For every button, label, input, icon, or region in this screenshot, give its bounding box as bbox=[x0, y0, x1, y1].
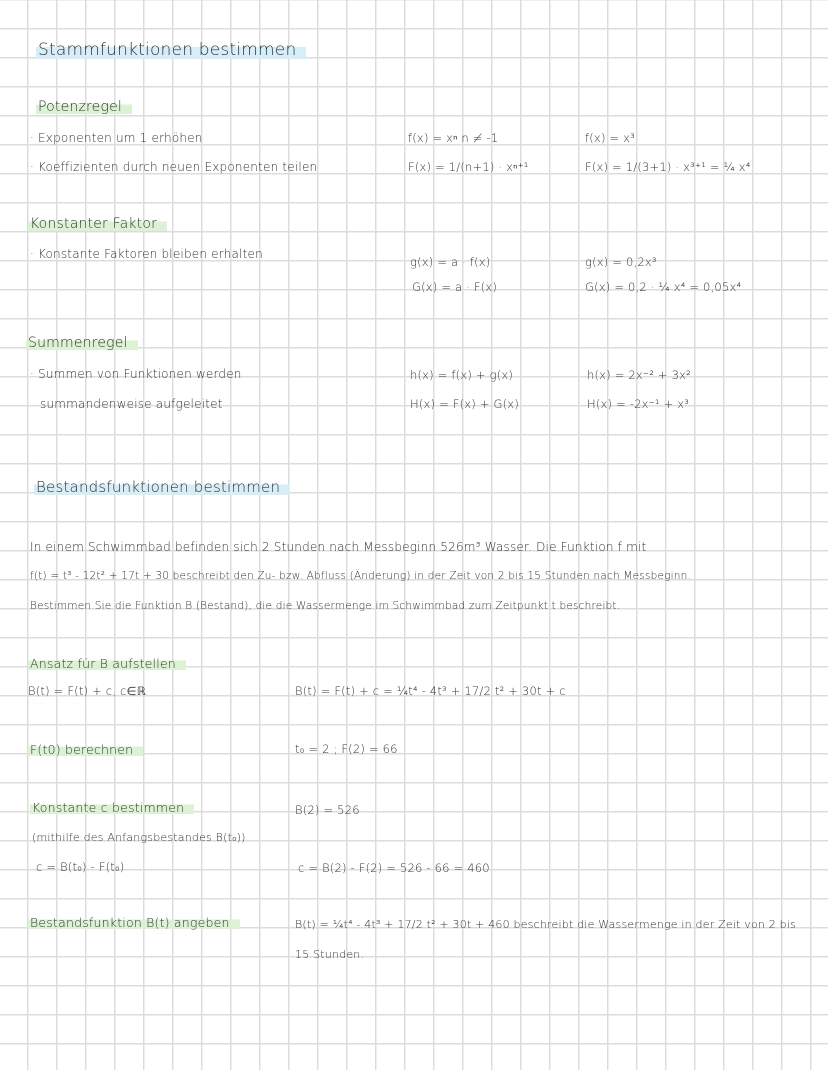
task-line: Bestimmen Sie die Funktion B (Bestand), die die Wassermenge im Schwimmbad zum Zeitpunkt t beschreibt. bbox=[30, 600, 621, 612]
step-heading: Bestandsfunktion B(t) angeben bbox=[28, 915, 240, 930]
formula: h(x) = 2x⁻² + 3x² bbox=[587, 368, 691, 382]
task-line: f(t) = t³ - 12t² + 17t + 30 beschreibt den Zu- bzw. Abfluss (Änderung) in der Zeit von 2 bis 15 Stunden nach Messbeginn. bbox=[30, 570, 692, 582]
formula: H(x) = F(x) + G(x) bbox=[410, 397, 520, 411]
formula: H(x) = -2x⁻¹ + x³ bbox=[587, 397, 690, 411]
formula: G(x) = 0,2 · ¼ x⁴ = 0,05x⁴ bbox=[585, 280, 742, 294]
formula: g(x) = a · f(x) bbox=[410, 255, 491, 269]
heading-summenregel: Summenregel bbox=[26, 335, 138, 351]
section-title: Stammfunktionen bestimmen bbox=[36, 40, 306, 60]
formula: B(2) = 526 bbox=[295, 803, 360, 817]
note: (mithilfe des Anfangsbestandes B(t₀)) bbox=[32, 831, 246, 844]
formula: t₀ = 2 ; F(2) = 66 bbox=[295, 742, 398, 756]
formula: c = B(t₀) - F(t₀) bbox=[36, 860, 125, 874]
bullet: · Exponenten um 1 erhöhen bbox=[30, 131, 203, 145]
formula: f(x) = xⁿ n ≠ -1 bbox=[408, 131, 499, 145]
formula: B(t) = ¼t⁴ - 4t³ + 17/2 t² + 30t + 460 beschreibt die Wassermenge in der Zeit von 2 bis bbox=[295, 918, 797, 931]
formula: G(x) = a · F(x) bbox=[412, 280, 498, 294]
formula: h(x) = f(x) + g(x) bbox=[410, 368, 514, 382]
formula: B(t) = F(t) + c = ¼t⁴ - 4t³ + 17/2 t² + 30t + c bbox=[295, 684, 566, 698]
formula: g(x) = 0,2x³ bbox=[585, 255, 657, 269]
formula: F(x) = 1/(n+1) · xⁿ⁺¹ bbox=[408, 160, 529, 174]
bullet: summandenweise aufgeleitet bbox=[40, 397, 223, 411]
step-heading: Konstante c bestimmen bbox=[30, 800, 194, 815]
formula: c = B(2) - F(2) = 526 - 66 = 460 bbox=[298, 861, 490, 875]
step-heading: F(t0) berechnen bbox=[28, 742, 143, 757]
section-title: Bestandsfunktionen bestimmen bbox=[34, 478, 290, 496]
bullet: · Summen von Funktionen werden bbox=[30, 367, 242, 381]
heading-konstanter-faktor: Konstanter Faktor bbox=[28, 216, 167, 232]
formula: B(t) = F(t) + c, c∈ℝ bbox=[28, 684, 147, 698]
formula: f(x) = x³ bbox=[585, 131, 635, 145]
heading-potenzregel: Potenzregel bbox=[36, 99, 132, 115]
step-heading: Ansatz für B aufstellen bbox=[28, 656, 186, 671]
bullet: · Koeffizienten durch neuen Exponenten teilen bbox=[30, 160, 318, 174]
formula: 15 Stunden. bbox=[295, 948, 365, 961]
formula: F(x) = 1/(3+1) · x³⁺¹ = ¼ x⁴ bbox=[585, 160, 751, 174]
task-line: In einem Schwimmbad befinden sich 2 Stunden nach Messbeginn 526m³ Wasser. Die Funktion f mit bbox=[30, 540, 647, 554]
bullet: · Konstante Faktoren bleiben erhalten bbox=[30, 247, 263, 261]
